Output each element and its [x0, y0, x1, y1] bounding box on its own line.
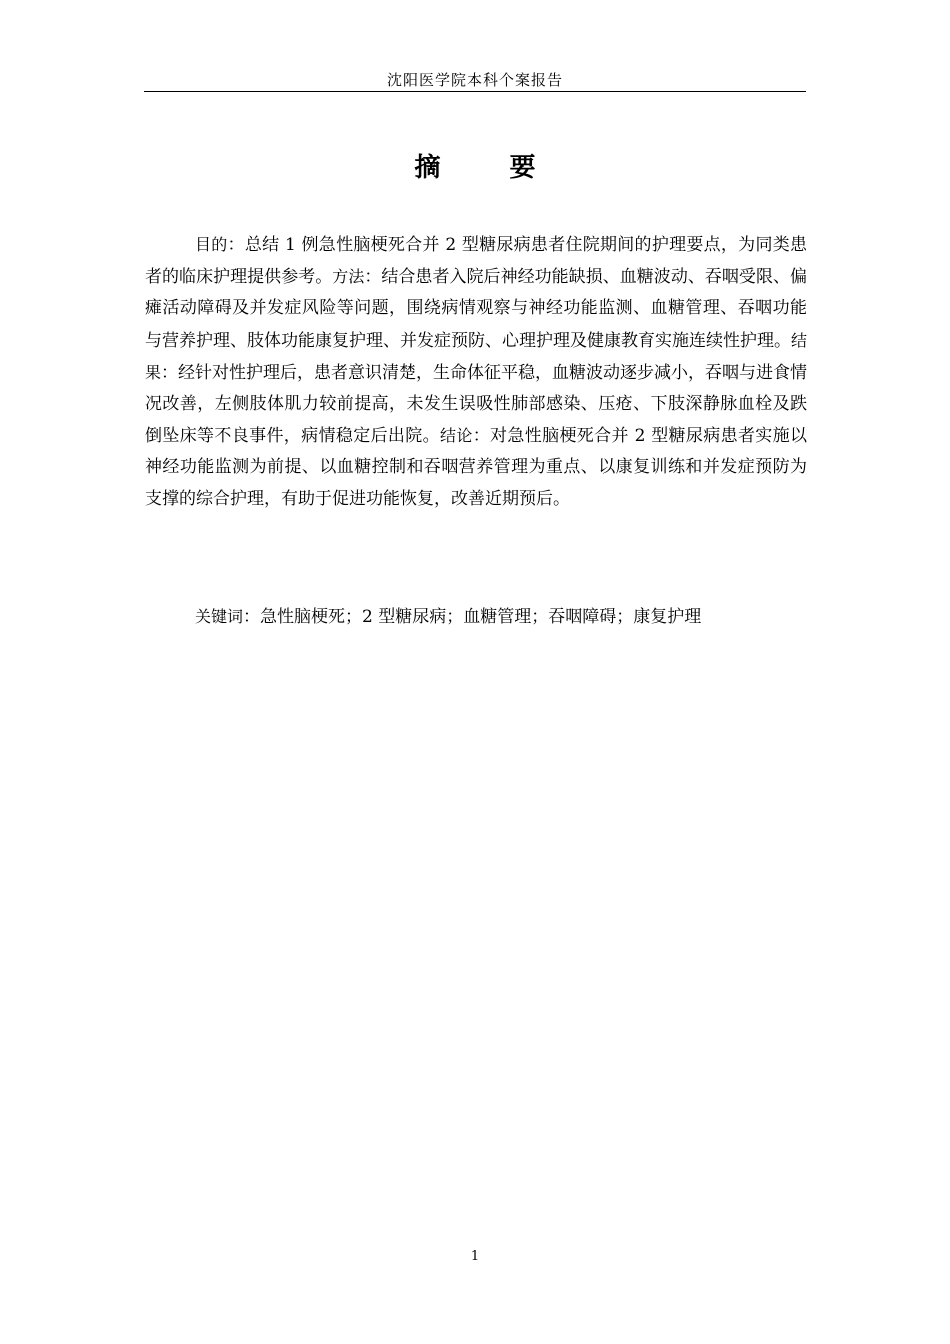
objective-text: ：总结 1 例急性脑梗死合并 2 型糖尿病患者住院期间的护理要点，为同类患者的临床护理提供参考。 [145, 235, 807, 288]
abstract-body [145, 229, 807, 515]
keywords [145, 601, 807, 633]
header-rule [144, 91, 806, 92]
objective-label: 目的 [195, 235, 228, 254]
keywords-label: 关键词 [195, 607, 244, 626]
running-header: 沈阳医学院本科个案报告 [386, 71, 563, 89]
conclusion-text: ：对急性脑梗死合并 2 型糖尿病患者实施以神经功能监测为前提、以血糖控制和吞咽营养管理为重点、以康复训练和并发症预防为支撑的综合护理，有助于促进功能恢复，改善近期预后。 [145, 426, 808, 509]
conclusion-label: 结论 [439, 426, 473, 446]
abstract-title: 摘 要 [414, 153, 566, 183]
method-label: 方法 [332, 267, 365, 287]
page-number: 1 [470, 1249, 480, 1264]
result-label: 结果 [145, 330, 808, 382]
result-text: ：经针对性护理后，患者意识清楚，生命体征平稳，血糖波动逐步减小，吞咽与进食情况改善，左侧肢体肌力较前提高，未发生误吸性肺部感染、压疮、下肢深静脉血栓及跌倒坠床等不良事件，病情稳定后出院。 [145, 362, 808, 447]
method-text: ：结合患者入院后神经功能缺损、血糖波动、吞咽受限、偏瘫活动障碍及并发症风险等问题，围绕病情观察与神经功能监测、血糖管理、吞咽功能与营养护理、肢体功能康复护理、并发症预防、心理护理及健康教育实施连续性护理。 [145, 267, 808, 351]
keywords-text: ：急性脑梗死；2 型糖尿病；血糖管理；吞咽障碍；康复护理 [243, 607, 702, 627]
